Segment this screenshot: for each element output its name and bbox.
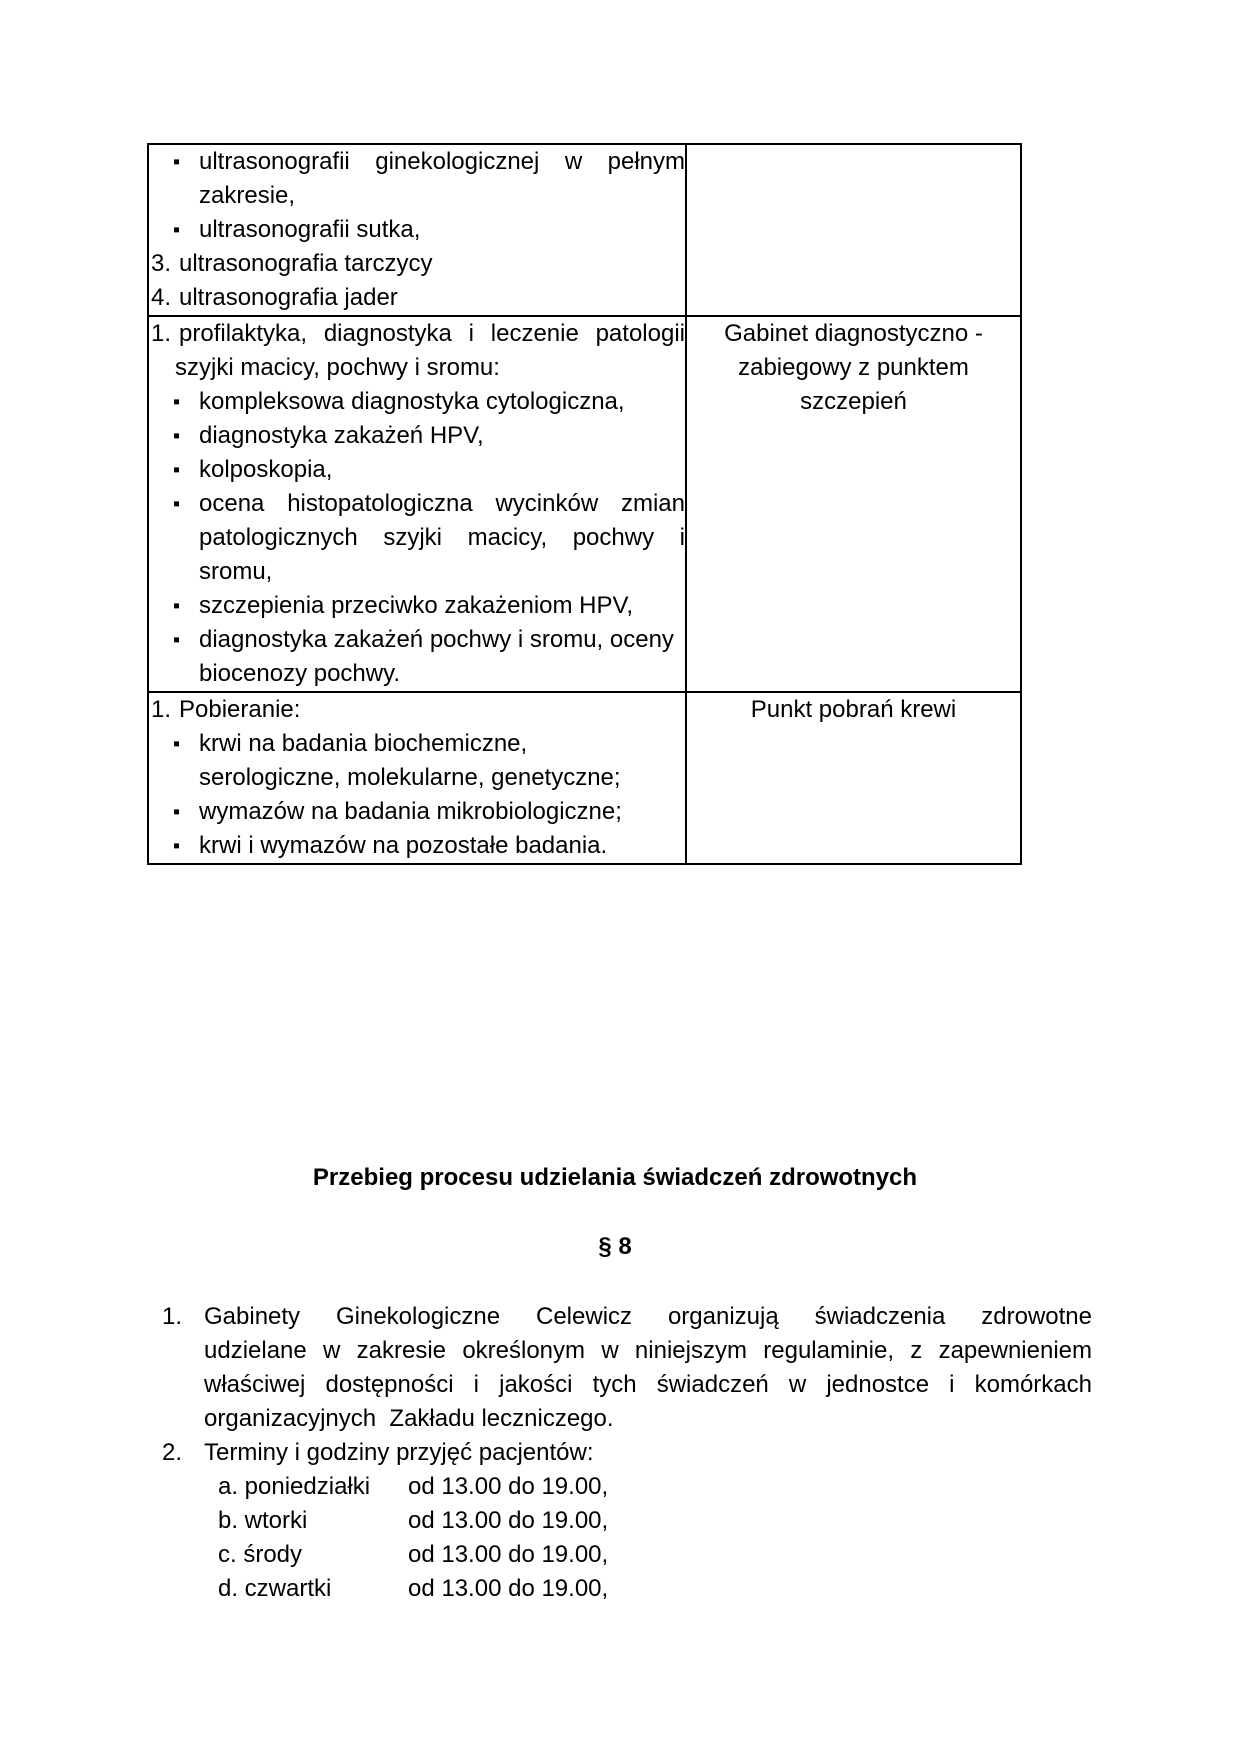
- list-item: [149, 145, 685, 179]
- list-item-text: sromu,: [199, 558, 273, 585]
- list-item: [149, 487, 685, 521]
- schedule-day: c. środy: [218, 1541, 303, 1568]
- table-row-blood-collection: [148, 692, 1021, 864]
- list-item-text: profilaktyka, diagnostyka i leczenie patologii: [179, 320, 685, 347]
- list-item: [149, 829, 685, 863]
- list-item: [149, 213, 685, 247]
- list-item: [149, 385, 685, 419]
- bullet-icon: ▪: [173, 391, 181, 413]
- paragraph-line: [162, 1368, 1092, 1402]
- numbered-item: [149, 247, 685, 281]
- list-item: [149, 727, 685, 761]
- cell-gynecology-services: [148, 316, 686, 692]
- paragraph-line-text: organizacyjnych Zakładu leczniczego.: [204, 1405, 614, 1432]
- paragraph-line-text: udzielane w zakresie określonym w niniejszym regulaminie, z zapewnieniem: [204, 1337, 1092, 1364]
- list-item: [149, 419, 685, 453]
- list-item-text: kolposkopia,: [199, 456, 333, 483]
- list-item-text: kompleksowa diagnostyka cytologiczna,: [199, 388, 625, 415]
- list-item-text: ultrasonografii sutka,: [199, 216, 421, 243]
- list-item-text: wymazów na badania mikrobiologiczne;: [199, 798, 622, 825]
- list-item-text: krwi i wymazów na pozostałe badania.: [199, 832, 608, 859]
- list-item-text: diagnostyka zakażeń HPV,: [199, 422, 484, 449]
- paragraph-line-text: właściwej dostępności i jakości tych świadczeń w jednostce i komórkach: [204, 1371, 1092, 1398]
- bullet-icon: ▪: [173, 219, 181, 241]
- cell-unit-blood-point: [686, 692, 1021, 864]
- list-item-text: ultrasonografia tarczycy: [179, 250, 433, 277]
- list-item: [149, 623, 685, 657]
- bullet-icon: ▪: [173, 151, 181, 173]
- list-item-text: szyjki macicy, pochwy i sromu:: [175, 354, 500, 381]
- list-item-continuation: [149, 521, 685, 555]
- numbered-item: [149, 281, 685, 315]
- bullet-icon: ▪: [173, 733, 181, 755]
- numbered-item: [149, 317, 685, 351]
- schedule-hours: od 13.00 do 19.00,: [408, 1541, 609, 1568]
- schedule-hours: od 13.00 do 19.00,: [408, 1473, 609, 1500]
- list-item-text: zakresie,: [199, 182, 296, 209]
- list-item-continuation: [149, 351, 685, 385]
- schedule-row: [218, 1572, 1092, 1606]
- bullet-icon: ▪: [173, 425, 181, 447]
- bullet-icon: ▪: [173, 493, 181, 515]
- list-item-continuation: [149, 555, 685, 589]
- paragraph-mark: § 8: [598, 1233, 632, 1260]
- unit-name-line: Gabinet diagnostyczno -: [724, 320, 983, 347]
- section-heading: Przebieg procesu udzielania świadczeń zdrowotnych: [312, 1164, 918, 1191]
- item-number: 4.: [151, 284, 172, 311]
- main-list: [162, 1300, 1092, 1606]
- cell-ultrasound-services: [148, 144, 686, 316]
- cell-unit-diagnostic-office: [686, 316, 1021, 692]
- list-item-text: serologiczne, molekularne, genetyczne;: [199, 764, 621, 791]
- list-item: [149, 795, 685, 829]
- item-number: 3.: [151, 250, 172, 277]
- item-number: 2.: [162, 1439, 183, 1466]
- table-row-ultrasound: [148, 144, 1021, 316]
- schedule-row: [218, 1470, 1092, 1504]
- schedule-row: [218, 1504, 1092, 1538]
- item-number: 1.: [151, 320, 172, 347]
- list-item-text: krwi na badania biochemiczne,: [199, 730, 528, 757]
- list-item-text: ultrasonografii ginekologicznej w pełnym: [199, 148, 685, 175]
- list-item-continuation: [149, 761, 685, 795]
- list-item-text: biocenozy pochwy.: [199, 660, 400, 687]
- item-number: 1.: [151, 696, 172, 723]
- list-item-text: diagnostyka zakażeń pochwy i sromu, oceny: [199, 626, 674, 653]
- schedule-row: [218, 1538, 1092, 1572]
- numbered-item: [149, 693, 685, 727]
- bullet-icon: ▪: [173, 459, 181, 481]
- list-item-continuation: [149, 179, 685, 213]
- schedule-hours: od 13.00 do 19.00,: [408, 1507, 609, 1534]
- list-item: [149, 589, 685, 623]
- services-table: [147, 143, 1022, 865]
- list-item-text: ultrasonografia jader: [179, 284, 398, 311]
- schedule-day: a. poniedziałki: [218, 1473, 371, 1500]
- schedule-day: b. wtorki: [218, 1507, 308, 1534]
- schedule-day: d. czwartki: [218, 1575, 332, 1602]
- unit-name-line: Punkt pobrań krewi: [750, 696, 957, 723]
- schedule-list: [218, 1470, 1092, 1606]
- numbered-item: [162, 1436, 1092, 1470]
- list-item-text: Pobieranie:: [179, 696, 301, 723]
- unit-name-line: zabiegowy z punktem szczepień: [738, 354, 969, 415]
- paragraph-line: Gabinety Ginekologiczne Celewicz organizują świadczenia zdrowotne: [204, 1303, 1092, 1330]
- bullet-icon: ▪: [173, 835, 181, 857]
- list-item-text: szczepienia przeciwko zakażeniom HPV,: [199, 592, 633, 619]
- list-item-text: ocena histopatologiczna wycinków zmian: [199, 490, 685, 517]
- paragraph-line: [162, 1402, 1092, 1436]
- bullet-icon: ▪: [173, 595, 181, 617]
- bullet-icon: ▪: [173, 629, 181, 651]
- schedule-hours: od 13.00 do 19.00,: [408, 1575, 609, 1602]
- table-row-gynecology: [148, 316, 1021, 692]
- item-number: 1.: [162, 1303, 183, 1330]
- list-item: [149, 453, 685, 487]
- list-item-text: patologicznych szyjki macicy, pochwy i: [199, 524, 685, 551]
- cell-collection-services: [148, 692, 686, 864]
- paragraph-line-text: Terminy i godziny przyjęć pacjentów:: [204, 1439, 594, 1466]
- numbered-item: [162, 1300, 1092, 1334]
- cell-unit-empty: [686, 144, 1021, 316]
- list-item-continuation: [149, 657, 685, 691]
- paragraph-line: [162, 1334, 1092, 1368]
- bullet-icon: ▪: [173, 801, 181, 823]
